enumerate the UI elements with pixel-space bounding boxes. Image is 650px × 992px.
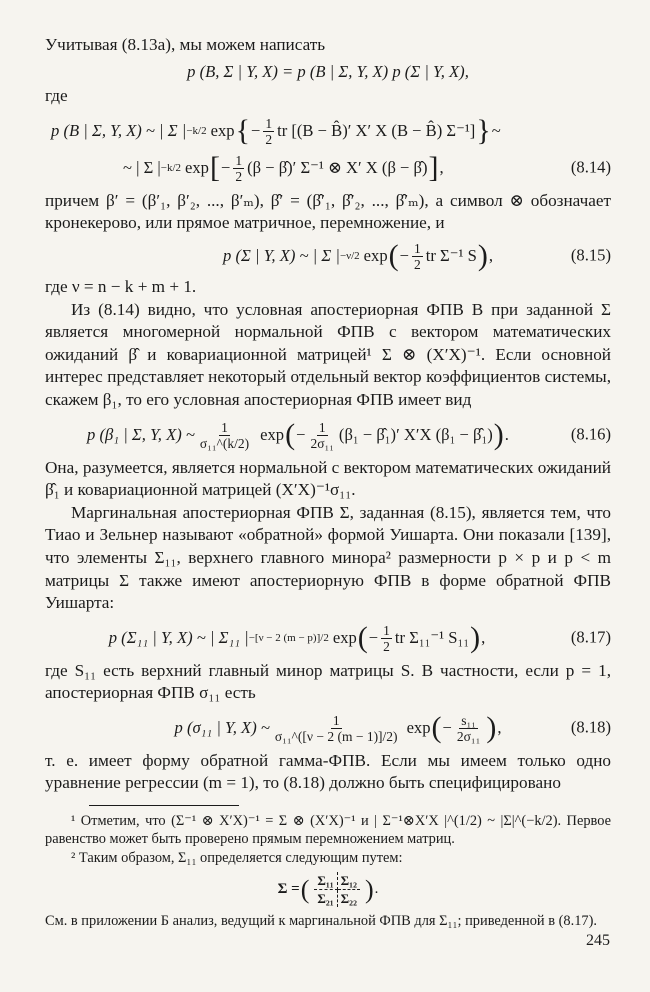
text-line: Учитывая (8.13а), мы можем написать bbox=[45, 35, 326, 54]
page-body bbox=[45, 34, 611, 931]
partition-equation: Σ = ( Σ₁₁ Σ₁₂ Σ₂₁ Σ₂₂ ) . bbox=[277, 873, 379, 907]
footnote-divider bbox=[89, 805, 239, 806]
fraction: $\frac{1}{2}$ bbox=[265, 115, 273, 147]
paragraph: т. е. имеет форму обратной гамма-ФПВ. Если мы имеем только одно уравнение регрессии (m = 1), то (8.18) должно быть специфицировано bbox=[45, 750, 611, 793]
equation-8-17: p (Σ₁₁ | Y, X) ~ | Σ₁₁ | −[ν − 2 (m − p)]/2 exp ( − $\frac{1}{2}$ tr Σ₁₁⁻¹ S₁₁ ) , (8.17) bbox=[108, 621, 611, 655]
equation-8-16: p (β₁ | Σ, Y, X) ~ $\frac{1}{\text{σ₁₁\textasciicircum{}(k/2)}}$ exp ( − $\frac{1}{\text{2σ₁₁}}$ (β₁ − β̂₁)′ X′X (β₁ − β̂₁) ) . (8.16) bbox=[87, 418, 611, 452]
paragraph: причем β′ = (β′₁, β′₂, ..., β′ₘ), β̂′ = (β̂′₁, β̂′₂, ..., β̂′ₘ), а символ ⊗ обозначает кронекерово, или прямое матричное, перемножение, и bbox=[45, 190, 611, 233]
fraction: $\frac{1}{\text{σ₁₁\textasciicircum{}([ν − 2 (m − 1)]/2)}}$ bbox=[274, 712, 398, 744]
equation-number: (8.17) bbox=[570, 627, 611, 647]
equation-8-18: p (σ₁₁ | Y, X) ~ $\frac{1}{\text{σ₁₁\textasciicircum{}([ν − 2 (m − 1)]/2)}}$ exp ( − $\frac{\text{s₁₁}}{\text{2σ₁₁}}$ ) , (8.18) bbox=[174, 711, 611, 745]
brace-open: { bbox=[235, 114, 250, 148]
equation-joint: p (B, Σ | Y, X) = p (B | Σ, Y, X) p (Σ | Y, X), bbox=[187, 61, 469, 81]
footnote-3: См. в приложении Б анализ, ведущий к маргинальной ФПВ для Σ₁₁; приведенной в (8.17). bbox=[45, 913, 597, 930]
equation-number: (8.14) bbox=[570, 157, 611, 177]
paragraph: где S₁₁ есть верхний главный минор матрицы S. В частности, если p = 1, апостериорная ФПВ σ₁₁ есть bbox=[45, 660, 611, 703]
equation-8-14b: ~ | Σ | −k/2 exp [ − $\frac{1}{2}$ (β − β̂)′ Σ⁻¹ ⊗ X′ X (β − β̂) ] , (8.14) bbox=[123, 151, 611, 185]
equation-8-14a: p (B | Σ, Y, X) ~ | Σ | −k/2 exp { − $\frac{1}{2}$ tr [(B − B̂)′ X′ X (B − B̂) Σ⁻¹] } ~ bbox=[51, 114, 501, 148]
equation-number: (8.15) bbox=[570, 246, 611, 266]
equation-8-15: p (Σ | Y, X) ~ | Σ | −ν/2 exp ( − $\frac{1}{2}$ tr Σ⁻¹ S ) , (8.15) bbox=[223, 239, 611, 273]
footnote-2: ² Таким образом, Σ₁₁ определяется следующим путем: bbox=[71, 849, 403, 866]
paragraph: Из (8.14) видно, что условная апостериорная ФПВ B при заданной Σ является многомерной нормальной ФПВ с вектором математических ожиданий β̂ и ковариационной матрицей¹ Σ ⊗ (X′X)⁻¹. Если основной интерес представляет некоторый отдельный вектор коэффициентов системы, скажем β₁, то его условная апостериорная ФПВ имеет вид bbox=[45, 299, 611, 409]
footnote-1: ¹ Отметим, что (Σ⁻¹ ⊗ X′X)⁻¹ = Σ ⊗ (X′X)⁻¹ и | Σ⁻¹⊗X′X |^(1/2) ~ |Σ|^(−k/2). Первое равенство может быть проверено прямым перемножением матриц. bbox=[45, 813, 611, 848]
fraction: $\frac{1}{\text{σ₁₁\textasciicircum{}(k/2)}}$ bbox=[199, 419, 250, 451]
fraction: $\frac{1}{\text{2σ₁₁}}$ bbox=[310, 419, 334, 451]
brace-close: } bbox=[476, 114, 491, 148]
equation-number: (8.16) bbox=[570, 424, 611, 444]
fraction: $\frac{1}{2}$ bbox=[235, 152, 243, 184]
fraction: $\frac{1}{2}$ bbox=[383, 622, 390, 654]
partitioned-matrix: Σ₁₁ Σ₁₂ Σ₂₁ Σ₂₂ bbox=[314, 872, 360, 907]
paragraph: Она, разумеется, является нормальной с вектором математических ожиданий β̂₁ и ковариационной матрицей (X′X)⁻¹σ₁₁. bbox=[45, 457, 611, 500]
fraction: $\frac{1}{2}$ bbox=[414, 240, 421, 272]
text-line: где ν = n − k + m + 1. bbox=[45, 276, 197, 296]
page-number: 245 bbox=[586, 932, 610, 949]
equation-number: (8.18) bbox=[570, 718, 611, 738]
fraction: $\frac{\text{s₁₁}}{\text{2σ₁₁}}$ bbox=[456, 712, 481, 744]
paragraph: Маргинальная апостериорная ФПВ Σ, заданная (8.15), является тем, что Тиао и Зельнер называют «обратной» формой Уишарта. Они показали [139], что элементы Σ₁₁, верхнего главного минора² размерности p × p и p < m матрицы Σ также имеют апостериорную ФПВ в форме обратной ФПВ Уишарта: bbox=[45, 502, 611, 613]
text-line: где bbox=[45, 86, 68, 106]
